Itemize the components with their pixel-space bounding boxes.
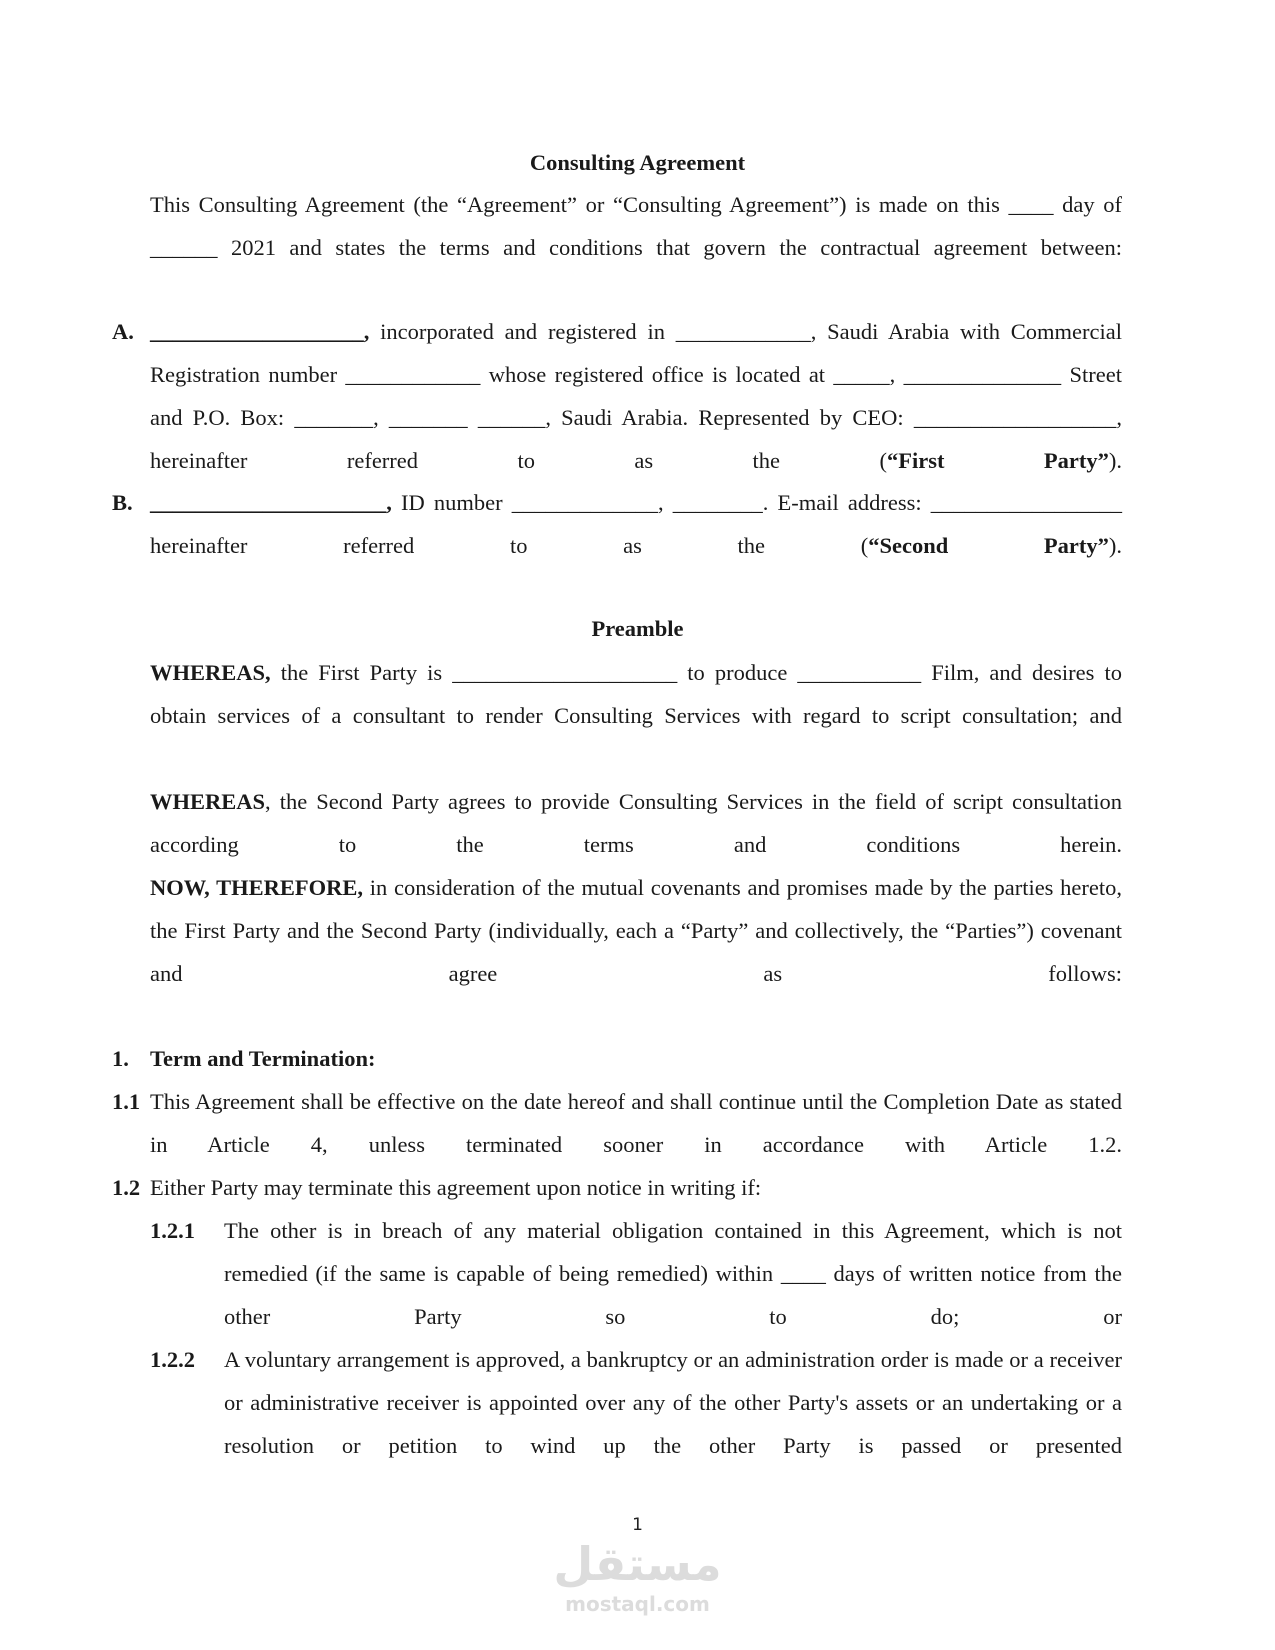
clause-1-2-1-text: The other is in breach of any material obligation contained in this Agreement, which is not remedied (if the same is capable of being remedied) within ____ days of written notice from the other Party so to do; or: [224, 1218, 1122, 1329]
party-a-paragraph: [150, 311, 1122, 483]
preamble-whereas-2: [150, 781, 1122, 867]
clause-1-2: [150, 1167, 1122, 1210]
party-b-name-blank: _____________________,: [150, 490, 392, 515]
clause-1-1: [150, 1081, 1122, 1167]
intro-paragraph: [150, 184, 1122, 270]
party-a-name-blank: ___________________,: [150, 319, 370, 344]
clause-1-2-text: Either Party may terminate this agreement upon notice in writing if:: [150, 1175, 762, 1200]
mostaql-logo-watermark: مستقل: [553, 1537, 722, 1591]
second-party-label: “Second Party”: [868, 532, 1109, 558]
section-1-title: Term and Termination:: [150, 1046, 376, 1071]
whereas-1-text: the First Party is ____________________ to produce ___________ Film, and desires to obtain services of a consultant to render Consulting Services with regard to script consultation; and: [150, 660, 1122, 728]
section-1-number: 1.: [112, 1046, 129, 1071]
now-therefore-lead: NOW, THEREFORE,: [150, 875, 364, 900]
whereas-2-lead: WHEREAS: [150, 789, 266, 814]
whereas-1-lead: WHEREAS,: [150, 660, 271, 685]
clause-1-2-1: [224, 1210, 1122, 1339]
section-1-heading: [150, 1038, 1122, 1081]
clause-1-2-2: [224, 1339, 1122, 1468]
intro-text: This Consulting Agreement (the “Agreement” or “Consulting Agreement”) is made on this ____ day of ______ 2021 and states the terms and conditions that govern the contractual agreement between:: [150, 192, 1122, 260]
clause-1-2-number: 1.2: [112, 1175, 141, 1200]
document-title: Consulting Agreement: [529, 150, 746, 175]
preamble-whereas-1: [150, 652, 1122, 738]
party-a-text-end: ).: [1108, 447, 1122, 473]
now-therefore-text: in consideration of the mutual covenants and promises made by the parties hereto, the First Party and the Second Party (individually, each a “Party” and collectively, the “Parties”) covenant and agree as follows:: [150, 875, 1122, 986]
clause-1-2-2-text: A voluntary arrangement is approved, a bankruptcy or an administration order is made or a receiver or administrative receiver is appointed over any of the other Party's assets or an undertaking or a resolution or petition to wind up the other Party is passed or presented: [224, 1347, 1122, 1458]
clause-1-2-2-number: 1.2.2: [150, 1347, 195, 1372]
party-b-text-end: ).: [1108, 532, 1122, 558]
party-a-text: incorporated and registered in ____________, Saudi Arabia with Commercial Registration number ____________ whose registered office is located at _____, ______________ Street and P.O. Box: _______, _______ ______, Saudi Arabia. Represented by CEO: __________________, hereinafter referred to as the (: [150, 319, 1122, 473]
clause-1-2-1-number: 1.2.1: [150, 1218, 195, 1243]
whereas-2-text: , the Second Party agrees to provide Consulting Services in the field of script consultation according to the terms and conditions herein.: [150, 789, 1122, 857]
preamble-now-therefore: [150, 867, 1122, 996]
clause-1-1-number: 1.1: [112, 1089, 141, 1114]
party-b-marker: B.: [112, 490, 133, 515]
page-number: 1: [632, 1515, 643, 1535]
first-party-label: “First Party”: [886, 447, 1109, 473]
party-a-marker: A.: [112, 319, 134, 344]
clause-1-1-text: This Agreement shall be effective on the date hereof and shall continue until the Completion Date as stated in Article 4, unless terminated sooner in accordance with Article 1.2.: [150, 1089, 1122, 1157]
mostaql-url-watermark: mostaql.com: [565, 1592, 710, 1616]
party-b-text: ID number _____________, ________. E-mail address: _________________ hereinafter referred to as the (: [150, 490, 1122, 558]
party-b-paragraph: [150, 482, 1122, 568]
preamble-heading: Preamble: [591, 616, 684, 641]
